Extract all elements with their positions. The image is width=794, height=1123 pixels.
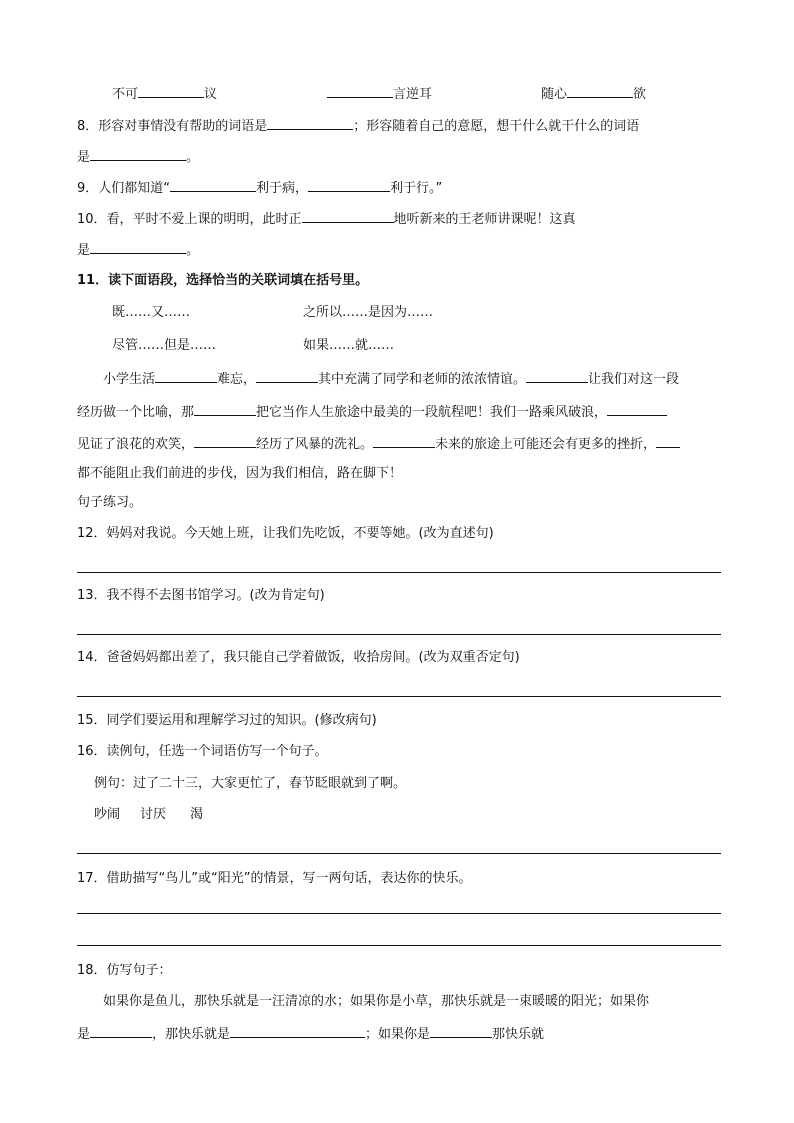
- idiom-3-blank[interactable]: [567, 84, 633, 98]
- idiom-2-suffix: 言逆耳: [393, 87, 433, 102]
- passage-text: 难忘，: [217, 372, 257, 387]
- question-18-line-2: [77, 1024, 544, 1044]
- question-10-text-2: 地听新来的王老师讲课呢！这真: [393, 212, 576, 227]
- passage-text: 经历了风暴的洗礼。: [256, 437, 374, 452]
- idiom-3-prefix: 随心: [541, 87, 568, 102]
- question-8-text-4: 。: [186, 150, 200, 165]
- question-8-blank-1[interactable]: [267, 116, 353, 130]
- passage-blank-5[interactable]: [607, 402, 667, 416]
- question-9-blank-1[interactable]: [170, 178, 256, 192]
- question-10-blank-1[interactable]: [302, 209, 394, 223]
- idiom-3: [541, 84, 646, 104]
- question-16-word-3: 渴: [190, 807, 204, 822]
- question-18-text: ，那快乐就是: [152, 1027, 231, 1042]
- conjunction-option-1: 既……又……: [112, 305, 191, 320]
- question-8-blank-2[interactable]: [90, 147, 186, 161]
- answer-line-17b[interactable]: [77, 945, 721, 946]
- question-10-blank-2[interactable]: [90, 240, 186, 254]
- question-9: [77, 178, 442, 198]
- passage-text: 见证了浪花的欢笑，: [77, 437, 195, 452]
- question-18-title: 18．仿写句子：: [77, 963, 172, 978]
- question-18-text: ；如果你是: [365, 1027, 431, 1042]
- question-11-title: [77, 272, 368, 290]
- passage-line-4: 都不能阻止我们前进的步伐，因为我们相信，路在脚下！: [77, 466, 403, 481]
- question-8-text-3: 是: [77, 150, 91, 165]
- passage-blank-7[interactable]: [373, 434, 435, 448]
- passage-blank-8[interactable]: [656, 434, 680, 448]
- question-8-line-2: [77, 147, 199, 167]
- passage-text: 经历做一个比喻，那: [77, 405, 195, 420]
- question-9-text-2: 利于病，: [256, 181, 309, 196]
- question-14: 14．爸爸妈妈都出差了，我只能自己学着做饭，收拾房间。(改为双重否定句): [77, 650, 520, 665]
- question-8-text-2: ；形容随着自己的意愿，想干什么就干什么的词语: [353, 119, 640, 134]
- passage-blank-4[interactable]: [194, 402, 256, 416]
- question-10-text-4: 。: [186, 243, 200, 258]
- question-18-blank-1[interactable]: [90, 1024, 152, 1038]
- passage-line-1: [103, 369, 679, 389]
- question-18-blank-2[interactable]: [230, 1024, 365, 1038]
- idiom-1: [112, 84, 217, 104]
- idiom-1-prefix: 不可: [112, 87, 139, 102]
- idiom-1-blank[interactable]: [138, 84, 204, 98]
- question-11-title-text: 11．读下面语段，选择恰当的关联词填在括号里。: [77, 273, 369, 288]
- question-16-title: 16．读例句，任选一个词语仿写一个句子。: [77, 744, 328, 759]
- question-13: 13．我不得不去图书馆学习。(改为肯定句): [77, 588, 325, 603]
- question-10-text: 10．看，平时不爱上课的明明，此时正: [77, 212, 302, 227]
- passage-text: 其中充满了同学和老师的浓浓情谊。: [318, 372, 527, 387]
- question-17: 17．借助描写“鸟儿”或“阳光”的情景，写一两句话，表达你的快乐。: [77, 871, 472, 886]
- question-10-text-3: 是: [77, 243, 91, 258]
- passage-blank-6[interactable]: [194, 434, 256, 448]
- question-9-text-3: 利于行。”: [390, 181, 443, 196]
- question-12: 12．妈妈对我说。今天她上班，让我们先吃饭，不要等她。(改为直述句): [77, 526, 494, 541]
- passage-text: 小学生活: [103, 372, 156, 387]
- question-18-text: 那快乐就: [492, 1027, 545, 1042]
- question-18-text: 是: [77, 1027, 91, 1042]
- conjunction-option-3: 尽管……但是……: [112, 338, 217, 353]
- answer-line-12[interactable]: [77, 572, 721, 573]
- conjunction-option-4: 如果……就……: [303, 338, 395, 353]
- answer-line-14[interactable]: [77, 696, 721, 697]
- question-16-example: 例句：过了二十三，大家更忙了，春节眨眼就到了啊。: [94, 776, 407, 791]
- passage-line-2: [77, 402, 667, 422]
- passage-text: 把它当作人生旅途中最美的一段航程吧！我们一路乘风破浪，: [256, 405, 608, 420]
- passage-blank-1[interactable]: [155, 369, 217, 383]
- idiom-2: [327, 84, 432, 104]
- question-16-word-2: 讨厌: [140, 807, 167, 822]
- question-10-line-2: [77, 240, 199, 260]
- answer-line-16[interactable]: [77, 853, 721, 854]
- passage-line-3: [77, 434, 680, 454]
- passage-blank-2[interactable]: [256, 369, 318, 383]
- passage-blank-3[interactable]: [526, 369, 588, 383]
- idiom-1-suffix: 议: [204, 87, 218, 102]
- passage-text: 让我们对这一段: [588, 372, 680, 387]
- question-15: 15．同学们要运用和理解学习过的知识。(修改病句): [77, 713, 377, 728]
- question-8-text: 8．形容对事情没有帮助的词语是: [77, 119, 268, 134]
- question-10-line-1: [77, 209, 576, 229]
- answer-line-17a[interactable]: [77, 913, 721, 914]
- answer-line-13[interactable]: [77, 634, 721, 635]
- idiom-2-blank[interactable]: [327, 84, 393, 98]
- question-16-word-1: 吵闹: [94, 807, 121, 822]
- question-8-line-1: [77, 116, 639, 136]
- question-18-blank-3[interactable]: [430, 1024, 492, 1038]
- question-9-blank-2[interactable]: [308, 178, 390, 192]
- section-title: 句子练习。: [77, 495, 143, 510]
- idiom-3-suffix: 欲: [633, 87, 647, 102]
- question-18-line-1: 如果你是鱼儿，那快乐就是一汪清凉的水；如果你是小草，那快乐就是一束暖暖的阳光；如果你: [103, 994, 650, 1009]
- passage-text: 未来的旅途上可能还会有更多的挫折，: [435, 437, 657, 452]
- conjunction-option-2: 之所以……是因为……: [303, 305, 434, 320]
- question-9-text: 9．人们都知道“: [77, 181, 171, 196]
